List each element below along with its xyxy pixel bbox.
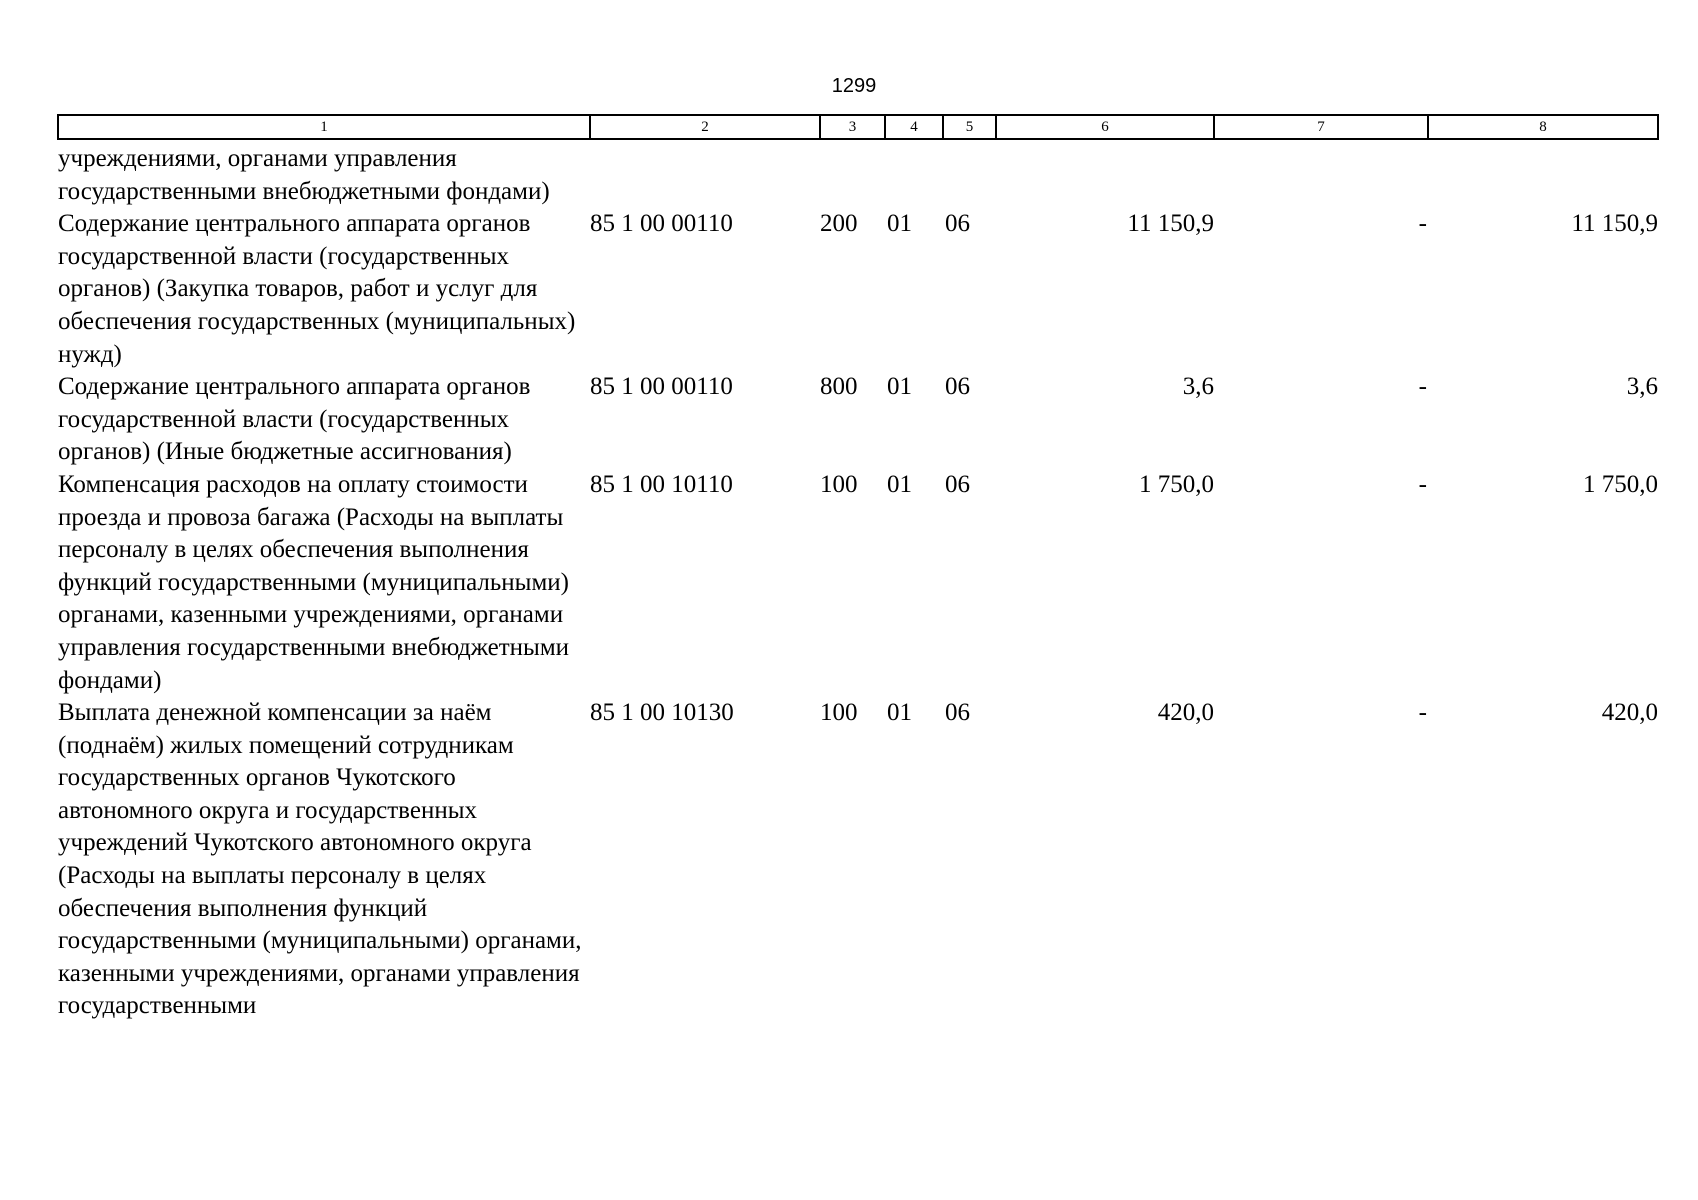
row-value-6: 420,0: [1157, 699, 1214, 727]
column-number-4: 4: [885, 115, 943, 139]
table-row: [58, 697, 1658, 1023]
row-value-6: 1 750,0: [1139, 470, 1214, 498]
row-target-code: [590, 139, 820, 208]
row-subsection: 06: [945, 373, 970, 401]
table-row: [58, 208, 1658, 371]
row-expense-type: 800: [820, 373, 858, 401]
column-number-8: 8: [1428, 115, 1658, 139]
row-section: 01: [887, 210, 912, 238]
row-value-7: [1214, 139, 1428, 208]
row-value-7: -: [1418, 210, 1427, 238]
table-row: [58, 371, 1658, 469]
column-number-3: 3: [820, 115, 885, 139]
row-expense-type: 200: [820, 210, 858, 238]
row-value-8: 11 150,9: [1571, 210, 1658, 238]
row-expense-type: 100: [820, 470, 858, 498]
row-value-8: 3,6: [1626, 373, 1658, 401]
column-number-1: 1: [58, 115, 590, 139]
row-name: Выплата денежной компенсации за наём (поднаём) жилых помещений сотрудникам государственных органов Чукотского автономного округа и государственных учреждений Чукотского автономного округа (Расходы на выплаты персоналу в целях обеспечения выполнения функций государственными (муниципальными) органами, казенными учреждениями, органами управления государственными: [58, 699, 582, 1020]
budget-table-grid: [57, 114, 1659, 1023]
row-section: 01: [887, 373, 912, 401]
row-value-8: [1428, 139, 1658, 208]
column-number-5: 5: [943, 115, 996, 139]
table-row: [58, 139, 1658, 208]
row-subsection: 06: [945, 210, 970, 238]
budget-table: [57, 114, 1657, 1023]
row-value-6: 3,6: [1182, 373, 1214, 401]
row-value-8: 1 750,0: [1583, 470, 1658, 498]
column-number-2: 2: [590, 115, 820, 139]
row-section: 01: [887, 699, 912, 727]
row-subsection: 06: [945, 699, 970, 727]
row-target-code: 85 1 00 00110: [590, 210, 733, 238]
row-section: [885, 139, 943, 208]
table-header: [58, 115, 1658, 139]
row-value-7: -: [1418, 373, 1427, 401]
row-value-8: 420,0: [1601, 699, 1658, 727]
table-row: [58, 469, 1658, 697]
row-name: Содержание центрального аппарата органов государственной власти (государственных органов) (Иные бюджетные ассигнования): [58, 373, 531, 466]
row-target-code: 85 1 00 10110: [590, 470, 733, 498]
page-number: 1299: [831, 75, 877, 97]
row-target-code: 85 1 00 00110: [590, 373, 733, 401]
row-value-6: [996, 139, 1214, 208]
column-number-6: 6: [996, 115, 1214, 139]
row-name: Содержание центрального аппарата органов государственной власти (государственных органов) (Закупка товаров, работ и услуг для обеспечения государственных (муниципальных) нужд): [58, 210, 576, 368]
row-expense-type: [820, 139, 885, 208]
row-subsection: [943, 139, 996, 208]
row-section: 01: [887, 470, 912, 498]
row-value-7: -: [1418, 470, 1427, 498]
row-name: учреждениями, органами управления государственными внебюджетными фондами): [58, 145, 550, 205]
column-number-row: [58, 115, 1658, 139]
row-target-code: 85 1 00 10130: [590, 699, 734, 727]
row-value-6: 11 150,9: [1127, 210, 1214, 238]
row-value-7: -: [1418, 699, 1427, 727]
row-name: Компенсация расходов на оплату стоимости проезда и провоза багажа (Расходы на выплаты персоналу в целях обеспечения выполнения функций государственными (муниципальными) органами, казенными учреждениями, органами управления государственными внебюджетными фондами): [58, 470, 570, 694]
row-subsection: 06: [945, 470, 970, 498]
row-expense-type: 100: [820, 699, 858, 727]
table-body: [58, 139, 1658, 1023]
column-number-7: 7: [1214, 115, 1428, 139]
